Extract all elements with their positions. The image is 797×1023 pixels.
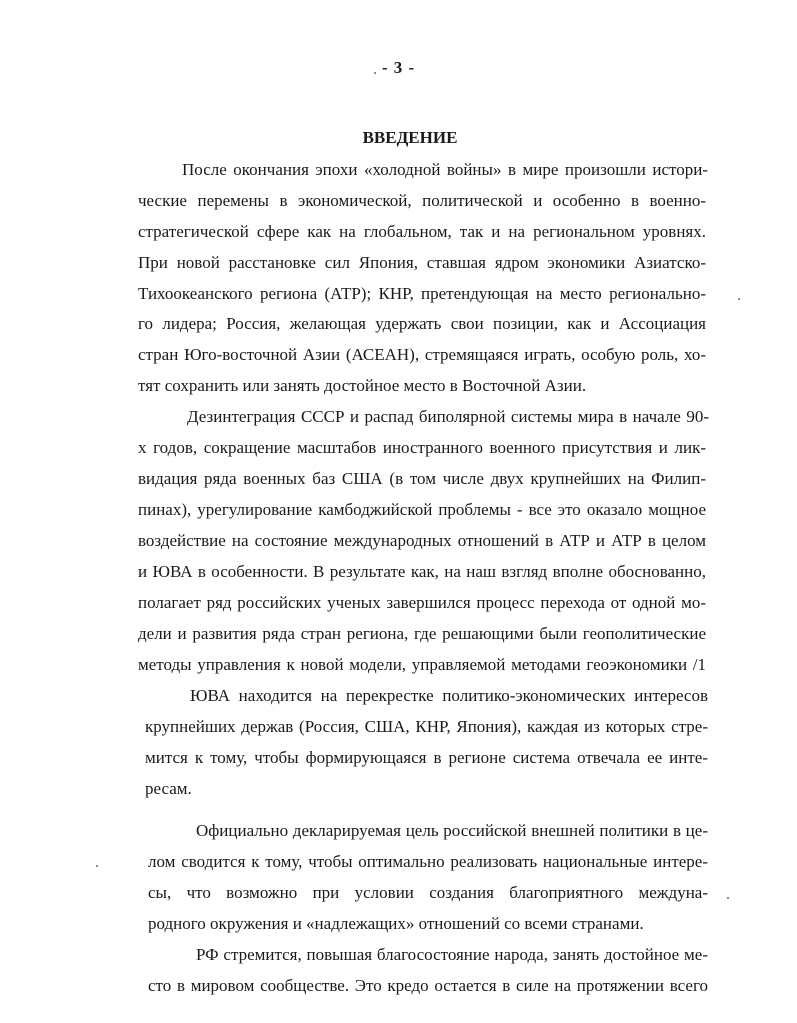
text-line: х годов, сокращение масштабов иностранного военного присутствия и лик- [138, 438, 706, 457]
text-line: Тихоокеанского региона (АТР); КНР, претендующая на место регионально- [138, 284, 706, 303]
text-line: го лидера; Россия, желающая удержать свои позиции, как и Ассоциация [138, 314, 706, 333]
text-line: ресам. [145, 779, 192, 798]
text-line: методы управления к новой модели, управляемой методами геоэкономики /1 [138, 655, 706, 674]
text-line: сто в мировом сообществе. Это кредо остается в силе на протяжении всего [148, 976, 708, 995]
text-line: ческие перемены в экономической, политической и особенно в военно- [138, 191, 706, 210]
text-line: стратегической сфере как на глобальном, так и на региональном уровнях. [138, 222, 706, 241]
scan-speck [727, 897, 729, 899]
section-title: ВВЕДЕНИЕ [362, 128, 458, 147]
scan-speck [374, 72, 376, 74]
text-line: тят сохранить или занять достойное место в Восточной Азии. [138, 376, 587, 395]
text-line: Дезинтеграция СССР и распад биполярной системы мира в начале 90- [187, 407, 709, 426]
text-line: После окончания эпохи «холодной войны» в мире произошли истори- [182, 160, 708, 179]
text-line: РФ стремится, повышая благосостояние народа, занять достойное ме- [196, 945, 708, 964]
text-line: мится к тому, чтобы формирующаяся в регионе система отвечала ее инте- [145, 748, 708, 767]
text-line: При новой расстановке сил Япония, ставшая ядром экономики Азиатско- [138, 253, 706, 272]
text-line: сы, что возможно при условии создания благоприятного междуна- [148, 883, 708, 902]
text-line: и ЮВА в особенности. В результате как, на наш взгляд вполне обоснованно, [138, 562, 706, 581]
text-line: Официально декларируемая цель российской внешней политики в це- [196, 821, 708, 840]
text-line: видация ряда военных баз США (в том числе двух крупнейших на Филип- [138, 469, 706, 488]
text-line: пинах), урегулирование камбоджийской проблемы - все это оказало мощное [138, 500, 706, 519]
text-line: дели и развития ряда стран региона, где решающими были геополитические [138, 624, 706, 643]
text-line: воздействие на состояние международных отношений в АТР и АТР в целом [138, 531, 706, 550]
text-line: стран Юго-восточной Азии (АСЕАН), стремящаяся играть, особую роль, хо- [138, 345, 706, 364]
text-line: ЮВА находится на перекрестке политико-экономических интересов [190, 686, 708, 705]
text-line: родного окружения и «надлежащих» отношений со всеми странами. [148, 914, 644, 933]
text-line: крупнейших держав (Россия, США, КНР, Япония), каждая из которых стре- [145, 717, 708, 736]
scan-speck [738, 298, 740, 300]
text-line: полагает ряд российских ученых завершился процесс перехода от одной мо- [138, 593, 706, 612]
scan-speck [96, 865, 98, 867]
text-line: лом сводится к тому, чтобы оптимально реализовать национальные интере- [148, 852, 708, 871]
page-number: - 3 - [381, 58, 416, 77]
